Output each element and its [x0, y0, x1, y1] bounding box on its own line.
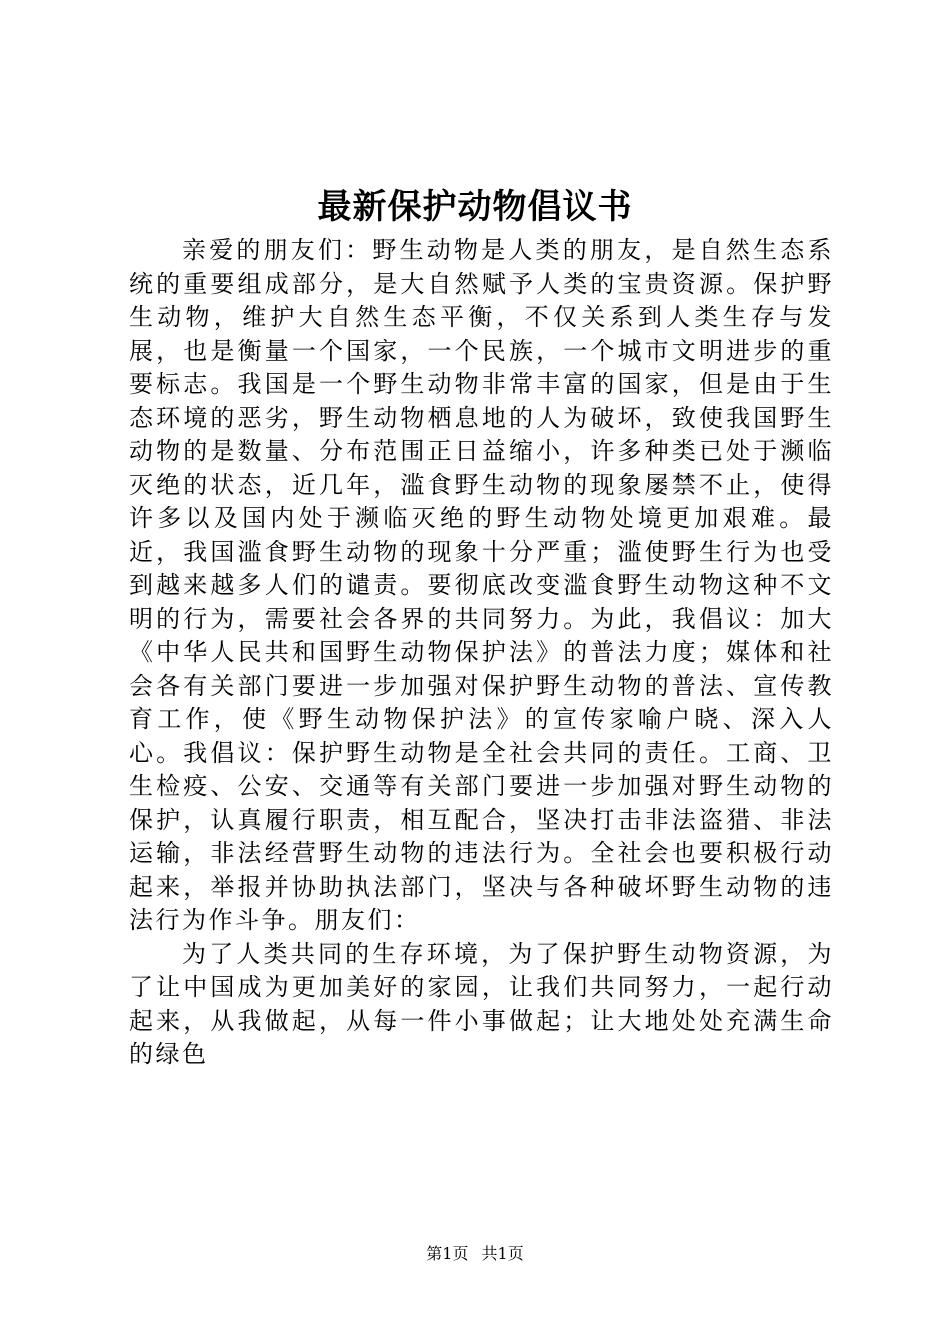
page-footer	[0, 1242, 950, 1266]
page-total: 共1页	[481, 1244, 524, 1263]
document-title: 最新保护动物倡议书	[317, 187, 633, 227]
paragraph-1: 亲爱的朋友们：野生动物是人类的朋友，是自然生态系统的重要组成部分，是大自然赋予人类的宝贵资源。保护野生动物，维护大自然生态平衡，不仅关系到人类生存与发展，也是衡量一个国家，一个民族，一个城市文明进步的重要标志。我国是一个野生动物非常丰富的国家，但是由于生态环境的恶劣，野生动物栖息地的人为破坏，致使我国野生动物的是数量、分布范围正日益缩小，许多种类已处于濒临灭绝的状态，近几年，滥食野生动物的现象屡禁不止，使得许多以及国内处于濒临灭绝的野生动物处境更加艰难。最近，我国滥食野生动物的现象十分严重；滥使野生行为也受到越来越多人们的谴责。要彻底改变滥食野生动物这种不文明的行为，需要社会各界的共同努力。为此，我倡议：加大《中华人民共和国野生动物保护法》的普法力度；媒体和社会各有关部门要进一步加强对保护野生动物的普法、宣传教育工作，使《野生动物保护法》的宣传家喻户晓、深入人心。我倡议：保护野生动物是全社会共同的责任。工商、卫生检疫、公安、交通等有关部门要进一步加强对野生动物的保护，认真履行职责，相互配合，坚决打击非法盗猎、非法运输，非法经营野生动物的违法行为。全社会也要积极行动起来，举报并协助执法部门，坚决与各种破坏野生动物的违法行为作斗争。朋友们：	[129, 236, 834, 934]
paragraph-2: 为了人类共同的生存环境，为了保护野生动物资源，为了让中国成为更加美好的家园，让我们共同努力，一起行动起来，从我做起，从每一件小事做起；让大地处处充满生命的绿色	[129, 939, 834, 1068]
document-body	[129, 234, 834, 1072]
page-number: 第1页	[426, 1244, 469, 1263]
